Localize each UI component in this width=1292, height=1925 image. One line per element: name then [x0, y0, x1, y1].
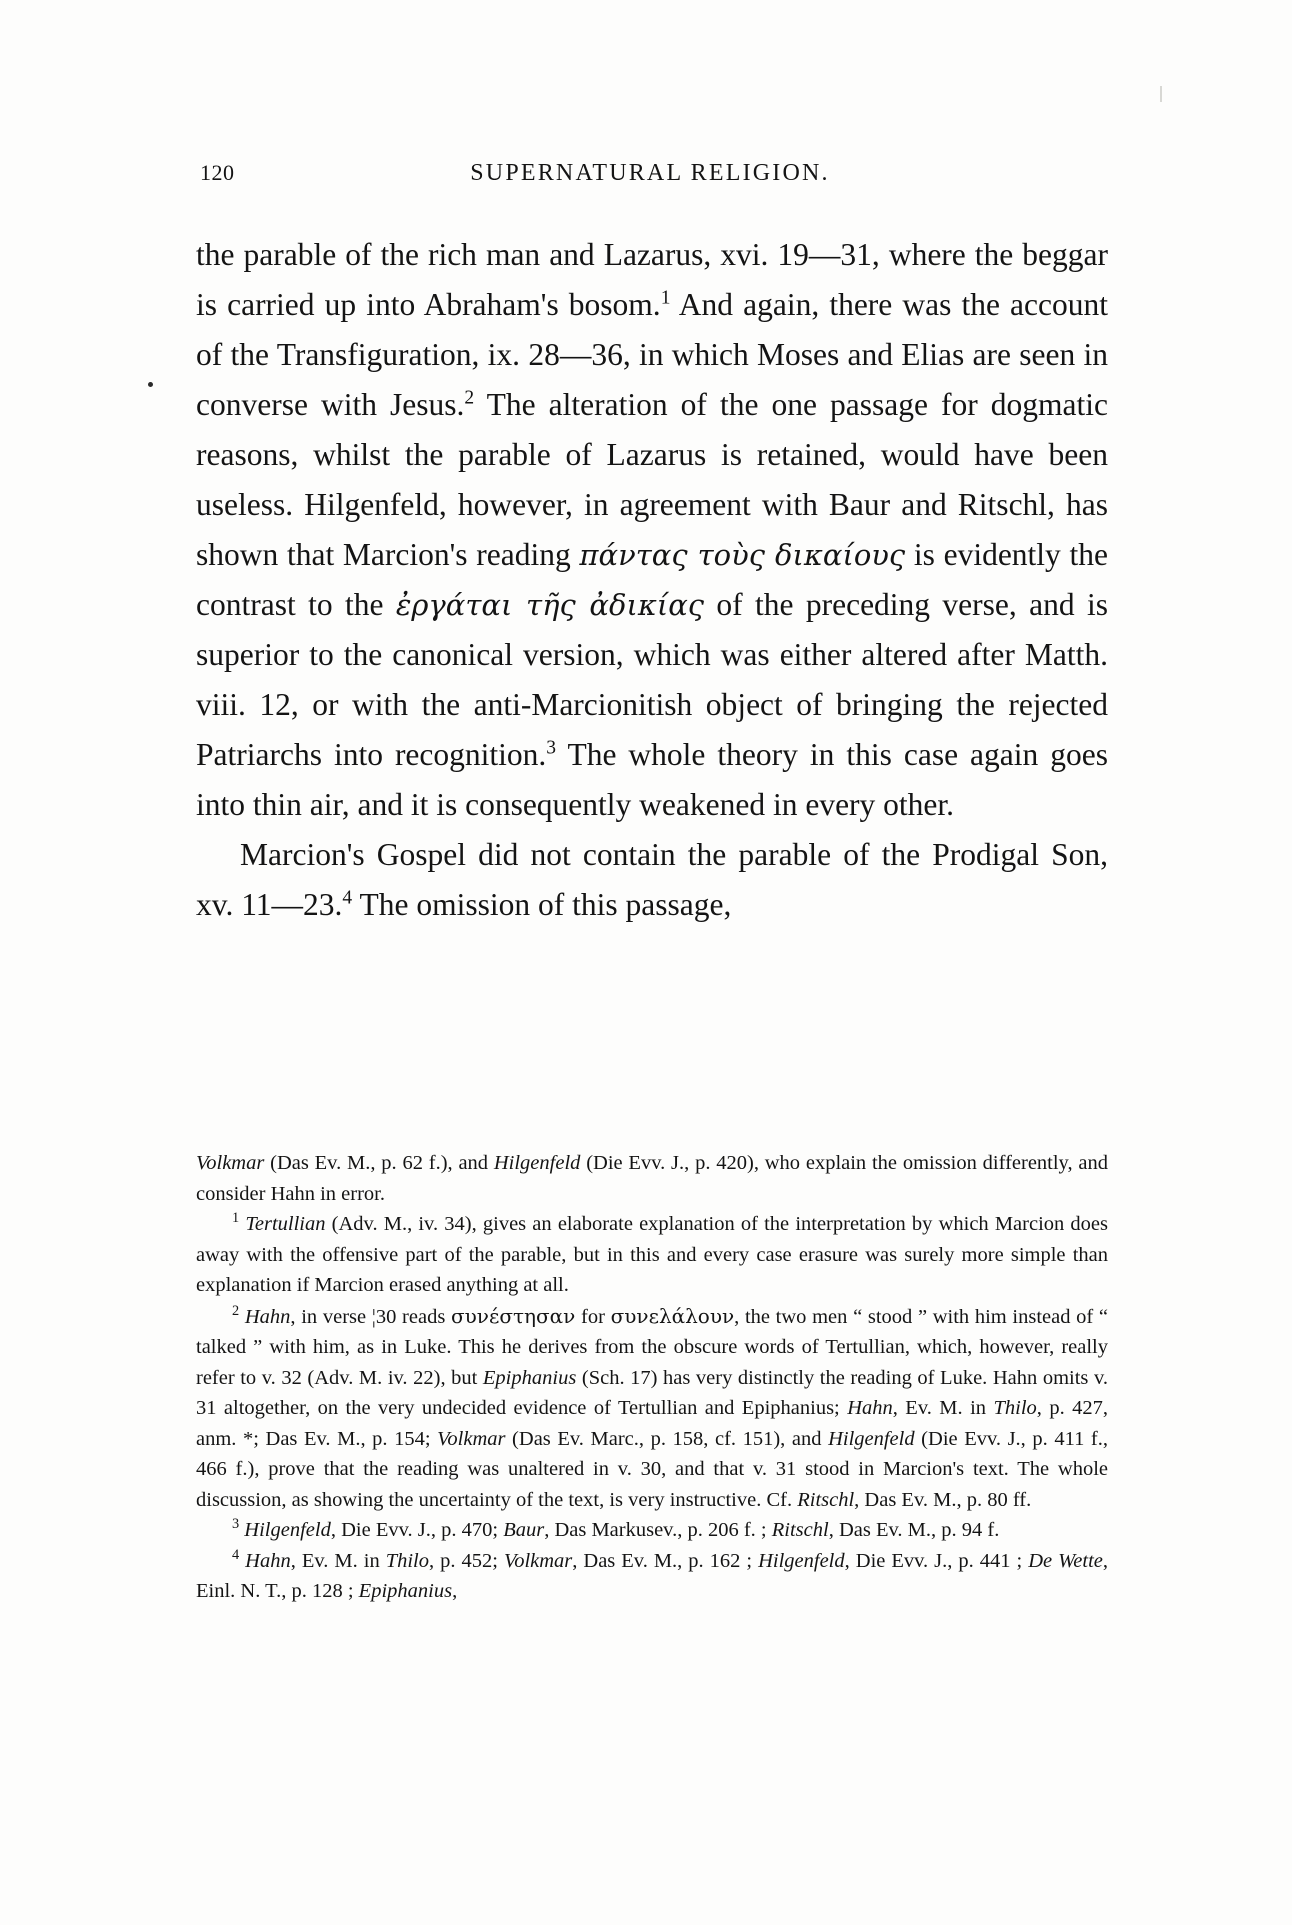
footnote-4-marker: 4	[232, 1546, 240, 1563]
footnote-2-text-9: , Das Ev. M., p. 80 ff.	[854, 1488, 1032, 1511]
footnote-4-text-6: ,	[452, 1580, 458, 1602]
footnote-2-text-4: (Sch. 17) has very distinctly the reading of Luke. Hahn omits v. 31 altogether, on the very undecided evidence of Tertullian and Epiphanius;	[196, 1366, 1108, 1419]
cite-de-wette: De Wette	[1028, 1549, 1103, 1572]
cite-ritschl-2: Ritschl	[771, 1519, 829, 1541]
footnote-2	[196, 1301, 1108, 1516]
par2-segment-b: The omission of this passage,	[352, 887, 732, 922]
cite-volkmar-2: Volkmar	[437, 1427, 506, 1450]
folio-number: 120	[200, 160, 235, 185]
par1-segment-a: the parable of the rich man and Lazarus, xvi. 19—31, where the beggar is carried up into Abraham's bosom.	[196, 237, 1108, 322]
footnote-3-text-1: , Die Evv. J., p. 470;	[330, 1519, 504, 1541]
cite-hahn-2: Hahn	[847, 1397, 893, 1419]
greek-phrase-1: πάντας τοὺς δικαίους	[579, 538, 906, 572]
footnote-4-text-3: , Das Ev. M., p. 162 ;	[572, 1549, 759, 1572]
cite-hahn-3: Hahn	[245, 1549, 291, 1572]
par1-segment-f: The whole theory in this case again goes into thin air, and it is consequently weakened in every other.	[196, 737, 1108, 822]
footnote-2-text-6: , p. 427, anm. *; Das Ev. M., p. 154;	[196, 1397, 1108, 1450]
cite-hahn: Hahn	[244, 1305, 291, 1328]
par2-segment-a: Marcion's Gospel did not contain the parable of the Prodigal Son, xv. 11—23.	[196, 837, 1108, 922]
footnotes-block	[196, 1148, 1108, 1607]
par1-segment-e: of the preceding verse, and is superior to the canonical version, which was either altered after Matth. viii. 12, or with the anti-Marcionitish object of bringing the rejected Patriarchs into recognition.	[196, 587, 1108, 772]
par1-segment-c: The alteration of the one passage for dogmatic reasons, whilst the parable of Lazarus is retained, would have been useless. Hilgenfeld, however, in agreement with Baur and Ritschl, has shown that Marcion's reading	[196, 387, 1108, 572]
footnote-2-text-1: , in verse ¦30 reads	[290, 1305, 451, 1328]
page-edge-mark	[1160, 86, 1162, 102]
footnote-1-text: (Adv. M., iv. 34), gives an elaborate explanation of the interpretation by which Marcion does away with the offensive part of the parable, but in this and every case erasure was surely more simple than explanation if Marcion erased anything at all.	[196, 1213, 1109, 1296]
footnote-2-text-8: (Die Evv. J., p. 411 f., 466 f.), prove that the reading was unaltered in v. 30, and that v. 31 stood in Marcion's text. The whole discussion, as showing the uncertainty of the text, is very instructive. Cf.	[196, 1427, 1108, 1511]
footnote-marker-2: 2	[464, 387, 475, 409]
footnote-2-text-5: , Ev. M. in	[892, 1397, 994, 1419]
cite-volkmar: Volkmar	[196, 1152, 265, 1174]
cite-thilo-2: Thilo	[385, 1549, 429, 1572]
running-title: SUPERNATURAL RELIGION.	[470, 160, 830, 186]
footnote-marker-3: 3	[546, 737, 557, 759]
footnote-4-text-2: , p. 452;	[429, 1549, 504, 1572]
cite-hilgenfeld-4: Hilgenfeld	[758, 1549, 845, 1572]
cite-tertullian: Tertullian	[245, 1213, 326, 1235]
footnote-4-text-4: , Die Evv. J., p. 441 ;	[844, 1549, 1029, 1572]
par1-segment-d: is evidently the contrast to the	[196, 537, 1108, 622]
footnote-carryover	[196, 1148, 1108, 1209]
body-paragraph-1	[196, 230, 1108, 830]
footnote-3-marker: 3	[232, 1516, 240, 1533]
cite-baur: Baur	[503, 1519, 545, 1541]
footnote-4	[196, 1546, 1108, 1607]
footnote-3	[196, 1515, 1108, 1546]
carryover-text-2: (Die Evv. J., p. 420), who explain the omission differently, and consider Hahn in error.	[196, 1152, 1109, 1205]
greek-word-sunestesan: συνέστησαν	[450, 1303, 576, 1328]
body-paragraph-2	[196, 830, 1108, 930]
carryover-text-1: (Das Ev. M., p. 62 f.), and	[264, 1152, 494, 1174]
footnote-2-marker: 2	[232, 1302, 240, 1319]
cite-hilgenfeld: Hilgenfeld	[493, 1152, 581, 1174]
footnote-2-text-3: , the two men “ stood ” with him instead of “ talked ” with him, as in Luke. This he derives from the obscure words of Tertullian, which, however, really refer to v. 32 (Adv. M. iv. 22), but	[196, 1305, 1109, 1389]
footnote-marker-4: 4	[342, 887, 353, 909]
greek-word-sunelaloun: συνελάλουν	[610, 1303, 735, 1328]
cite-ritschl: Ritschl	[797, 1488, 855, 1511]
cite-volkmar-3: Volkmar	[503, 1549, 573, 1572]
cite-thilo: Thilo	[993, 1397, 1037, 1419]
cite-epiphanius: Epiphanius	[482, 1366, 577, 1389]
footnote-1	[196, 1209, 1108, 1301]
par1-segment-b: And again, there was the account of the Transfiguration, ix. 28—36, in which Moses and Elias are seen in converse with Jesus.	[196, 287, 1108, 422]
body-text-column	[196, 230, 1108, 930]
footnote-2-text-2: for	[575, 1305, 611, 1328]
footnote-4-text-1: , Ev. M. in	[290, 1549, 386, 1572]
footnote-3-text-2: , Das Markusev., p. 206 f. ;	[544, 1519, 772, 1541]
footnote-1-marker: 1	[232, 1210, 240, 1227]
cite-hilgenfeld-2: Hilgenfeld	[828, 1427, 915, 1450]
cite-hilgenfeld-3: Hilgenfeld	[244, 1519, 331, 1541]
footnote-marker-1: 1	[660, 287, 671, 309]
greek-phrase-2: ἐργάται τῆς ἀδικίας	[395, 588, 705, 622]
cite-epiphanius-2: Epiphanius	[358, 1580, 453, 1602]
footnote-4-text-5: , Einl. N. T., p. 128 ;	[196, 1549, 1108, 1602]
footnote-2-text-7: (Das Ev. Marc., p. 158, cf. 151), and	[505, 1427, 829, 1450]
footnote-3-text-3: , Das Ev. M., p. 94 f.	[828, 1519, 1000, 1541]
margin-ink-dot	[148, 382, 153, 387]
page-header	[200, 160, 1100, 190]
